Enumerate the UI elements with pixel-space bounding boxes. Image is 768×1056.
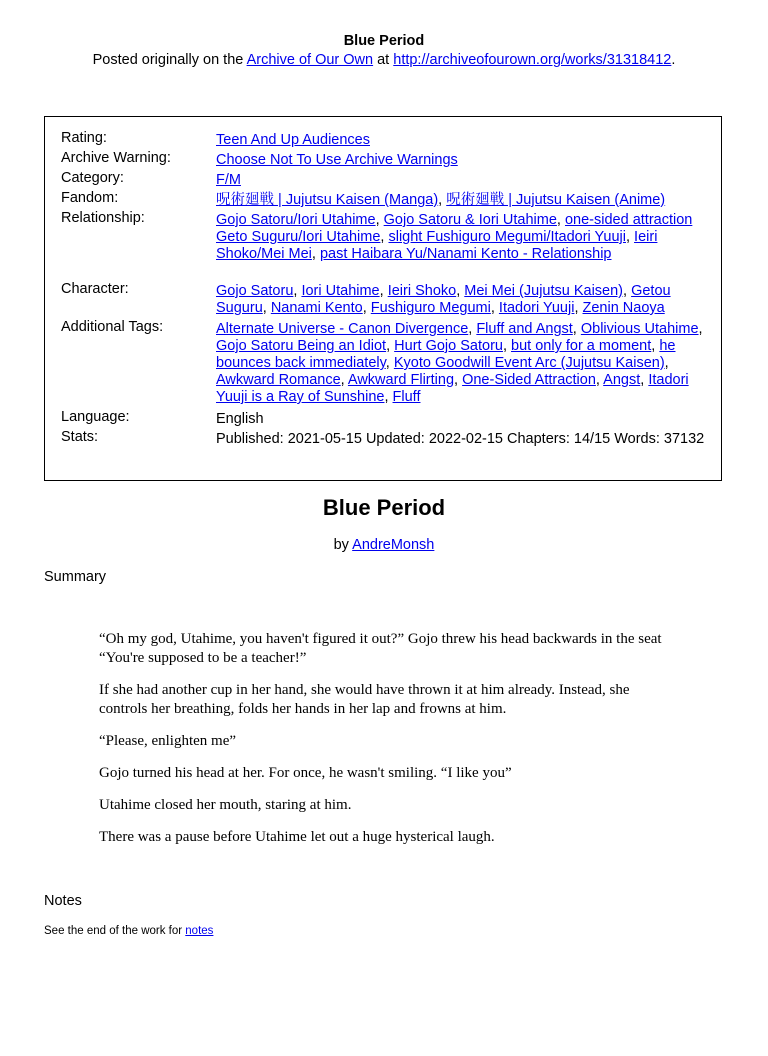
character-list [216,283,716,317]
tag-link[interactable]: but only for a moment [511,338,652,354]
list-separator: , [595,372,604,388]
notes-prefix: See the end of the work for [44,925,186,937]
list-separator: , [456,283,465,299]
tag-link[interactable]: Awkward Romance [216,372,341,388]
list-separator: , [468,321,477,337]
list-separator: , [362,300,371,316]
tag-link[interactable]: Itadori Yuuji is a Ray of Sunshine [216,372,689,405]
tag-link[interactable]: Hurt Gojo Satoru [394,338,503,354]
list-separator: , [340,372,348,388]
list-separator: , [262,300,271,316]
list-separator: , [454,372,463,388]
posted-line [0,51,768,70]
tag-link[interactable]: Awkward Flirting [347,372,455,388]
tag-link[interactable]: 呪術廻戦 | Jujutsu Kaisen (Anime) [446,192,666,208]
posted-suffix: . [671,52,676,68]
list-separator: , [556,212,565,228]
document-header [0,32,768,70]
summary-paragraph: Gojo turned his head at her. For once, he wasn't smiling. “I like you” [99,765,512,781]
tag-link[interactable]: Nanami Kento [270,300,363,316]
tag-link[interactable]: 呪術廻戦 | Jujutsu Kaisen (Manga) [216,192,439,208]
tag-link[interactable]: Ieiri Shoko/Mei Mei [216,229,658,262]
tag-link[interactable]: past Haibara Yu/Nanami Kento - Relationship [319,246,612,262]
relationship-label: Relationship: [61,210,145,226]
tags-label: Additional Tags: [61,319,164,335]
list-separator: , [490,300,499,316]
list-separator: , [574,300,583,316]
byline [0,537,768,553]
notes-text [44,925,213,937]
summary-heading: Summary [44,569,107,585]
tag-link[interactable]: Iori Utahime [301,283,380,299]
rating-link[interactable]: Teen And Up Audiences [216,132,370,148]
list-separator: , [293,283,302,299]
tag-link[interactable]: one-sided attraction Geto Suguru/Iori Utahime [216,212,693,245]
author-link[interactable]: AndreMonsh [352,537,435,553]
warning-label: Archive Warning: [61,150,171,166]
notes-heading: Notes [44,893,82,909]
tag-link[interactable]: Gojo Satoru Being an Idiot [216,338,387,354]
fandom-list [216,192,716,209]
rating-label: Rating: [61,130,107,146]
posted-prefix: Posted originally on the [92,52,247,68]
category-link[interactable]: F/M [216,172,241,188]
tags-list [216,321,716,406]
summary-paragraph: If she had another cup in her hand, she would have thrown it at him already. Instead, she controls her breathing, folds her hands in her lap and frowns at him. [99,682,630,717]
tag-link[interactable]: Gojo Satoru [216,283,294,299]
list-separator: , [623,283,632,299]
list-separator: , [664,355,669,371]
summary-body [99,630,669,860]
tag-link[interactable]: Gojo Satoru/Iori Utahime [216,212,376,228]
fandom-label: Fandom: [61,190,119,206]
list-separator: , [379,283,388,299]
category-label: Category: [61,170,124,186]
stats-value: Published: 2021-05-15 Updated: 2022-02-15 Chapters: 14/15 Words: 37132 [216,431,705,447]
warning-link[interactable]: Choose Not To Use Archive Warnings [216,152,458,168]
tag-link[interactable]: Angst [603,372,641,388]
list-separator: , [625,229,635,245]
list-separator: , [651,338,660,354]
tag-link[interactable]: he bounces back immediately [216,338,676,371]
document-title: Blue Period [343,33,425,49]
summary-paragraph: There was a pause before Utahime let out a huge hysterical laugh. [99,829,495,845]
tag-link[interactable]: slight Fushiguro Megumi/Itadori Yuuji [388,229,626,245]
list-separator: , [311,246,320,262]
language-label: Language: [61,409,130,425]
notes-link[interactable]: notes [185,925,214,937]
tag-link[interactable]: Getou Suguru [216,283,671,316]
summary-paragraph: “Oh my god, Utahime, you haven't figured it out?” Gojo threw his head backwards in the seat “You're supposed to be a teacher!” [99,631,662,666]
relationship-list [216,212,716,263]
stats-label: Stats: [61,429,99,445]
tag-link[interactable]: Oblivious Utahime [580,321,699,337]
list-separator: , [380,229,389,245]
list-separator: , [386,338,395,354]
metadata-box [44,116,722,481]
tag-link[interactable]: Fluff and Angst [476,321,573,337]
posted-mid: at [373,52,394,68]
tag-link[interactable]: Zenin Naoya [582,300,665,316]
list-separator: , [572,321,581,337]
list-separator: , [384,389,393,405]
list-separator: , [502,338,512,354]
work-title: Blue Period [322,495,446,520]
summary-paragraph: Utahime closed her mouth, staring at him. [99,797,352,813]
tag-link[interactable]: Gojo Satoru & Iori Utahime [383,212,557,228]
summary-paragraph: “Please, enlighten me” [99,733,237,749]
character-label: Character: [61,281,129,297]
tag-link[interactable]: Itadori Yuuji [498,300,575,316]
tag-link[interactable]: Fluff [392,389,421,405]
archive-link[interactable]: Archive of Our Own [246,52,374,68]
language-value: English [216,411,264,427]
tag-link[interactable]: Ieiri Shoko [387,283,457,299]
tag-link[interactable]: One-Sided Attraction [462,372,596,388]
list-separator: , [385,355,394,371]
work-url-link[interactable]: http://archiveofourown.org/works/31318412 [393,52,672,68]
tag-link[interactable]: Alternate Universe - Canon Divergence [216,321,469,337]
tag-link[interactable]: Kyoto Goodwill Event Arc (Jujutsu Kaisen) [393,355,665,371]
list-separator: , [375,212,384,228]
tag-link[interactable]: Mei Mei (Jujutsu Kaisen) [464,283,624,299]
list-separator: , [438,192,447,208]
tag-link[interactable]: Fushiguro Megumi [370,300,491,316]
by-prefix: by [333,537,353,553]
list-separator: , [698,321,703,337]
list-separator: , [640,372,649,388]
